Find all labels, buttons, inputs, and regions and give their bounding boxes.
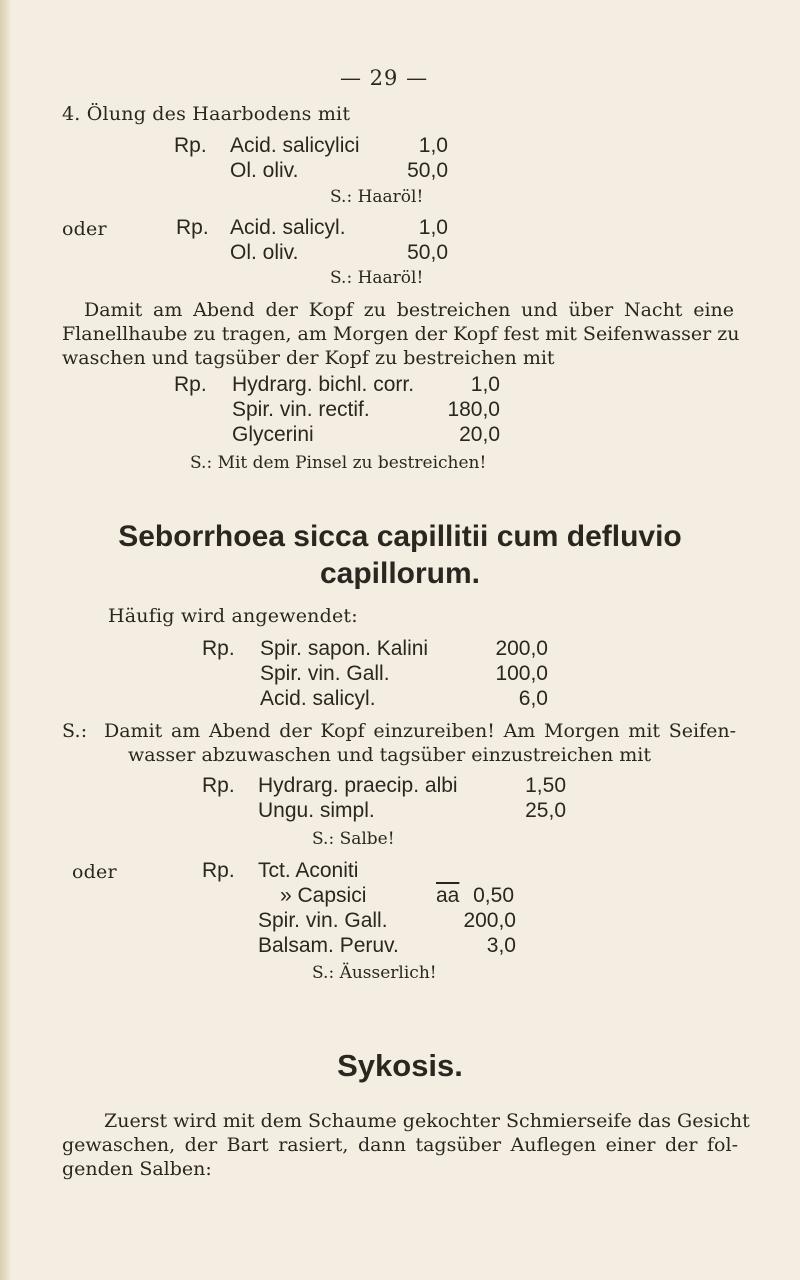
paragraph-line: Damit am Abend der Kopf zu bestreichen und über Nacht eine	[84, 299, 734, 321]
paragraph-line: Flanellhaube zu tragen, am Morgen der Kopf fest mit Seifenwasser zu	[62, 323, 740, 345]
rx-label: Rp.	[174, 134, 207, 157]
rx-ingredient: Balsam. Peruv.	[258, 934, 399, 957]
rx-signatura: S.: Mit dem Pinsel zu bestreichen!	[190, 453, 487, 473]
rx-amount: 200,0	[495, 637, 548, 660]
rx-ingredient: Spir. sapon. Kalini	[260, 637, 429, 660]
oder-label: oder	[72, 861, 117, 883]
seborrhoea-signatura-text	[104, 719, 736, 767]
rx-ana-partes: $\overline{aa}$	[436, 884, 460, 907]
paragraph-line: gewaschen, der Bart rasiert, dann tagsüber Auflegen einer der fol-	[62, 1134, 738, 1156]
section-heading-seborrhoea: Seborrhoea sicca capillitii cum defluvio	[118, 520, 682, 553]
section4-paragraph	[62, 298, 740, 370]
rx-ingredient: Ol. oliv.	[230, 241, 299, 264]
page-number: — 29 —	[340, 66, 429, 90]
paragraph-line: Damit am Abend der Kopf einzureiben! Am Morgen mit Seifen-	[104, 720, 736, 742]
rx-amount: 3,0	[486, 934, 516, 957]
rx-label: Rp.	[174, 373, 207, 396]
rx-amount: 50,0	[407, 241, 448, 264]
rx-label: Rp.	[202, 637, 235, 660]
rx-ingredient: Acid. salicyl.	[230, 216, 346, 239]
section4-intro: 4. Ölung des Haarbodens mit	[62, 103, 351, 125]
rx-signatura: S.: Salbe!	[312, 829, 395, 849]
page-spine-shadow	[0, 0, 10, 1280]
signatura-label: S.:	[62, 720, 88, 742]
rx-amount: 1,50	[525, 774, 566, 797]
sykosis-paragraph	[62, 1109, 750, 1181]
paragraph-line: waschen und tagsüber der Kopf zu bestreichen mit	[62, 347, 555, 369]
seborrhoea-intro: Häufig wird angewendet:	[108, 605, 358, 627]
rx-amount: 1,0	[418, 134, 448, 157]
rx-amount: 6,0	[518, 687, 548, 710]
rx-signatura: S.: Äusserlich!	[312, 963, 437, 983]
rx-label: Rp.	[202, 774, 235, 797]
rx-amount: 180,0	[447, 398, 500, 421]
rx-amount: 200,0	[463, 909, 516, 932]
rx-ingredient: Hydrarg. praecip. albi	[258, 774, 458, 797]
rx-signatura: S.: Haaröl!	[330, 268, 424, 288]
rx-ingredient: Spir. vin. Gall.	[260, 662, 390, 685]
rx-label: Rp.	[202, 859, 235, 882]
section-heading-seborrhoea-cont: capillorum.	[319, 557, 481, 590]
rx-ingredient: Acid. salicyl.	[260, 687, 376, 710]
rx-ingredient: Spir. vin. rectif.	[232, 398, 370, 421]
rx-ingredient: Tct. Aconiti	[258, 859, 359, 882]
rx-amount: 50,0	[407, 159, 448, 182]
rx-amount: 100,0	[495, 662, 548, 685]
rx-ingredient: Hydrarg. bichl. corr.	[232, 373, 415, 396]
rx-ingredient: Acid. salicylici	[230, 134, 360, 157]
oder-label: oder	[62, 218, 107, 240]
rx-amount: 20,0	[459, 423, 500, 446]
paragraph-line: wasser abzuwaschen und tagsüber einzustreichen mit	[128, 744, 651, 766]
rx-amount: 1,0	[470, 373, 500, 396]
rx-label: Rp.	[176, 216, 209, 239]
rx-ingredient: Glycerini	[232, 423, 314, 446]
rx-ingredient: Spir. vin. Gall.	[258, 909, 388, 932]
rx-amount: 25,0	[525, 799, 566, 822]
rx-ingredient: » Capsici	[280, 884, 367, 907]
rx-ingredient: Ungu. simpl.	[258, 799, 375, 822]
paragraph-line: genden Salben:	[62, 1158, 212, 1180]
paragraph-line: Zuerst wird mit dem Schaume gekochter Schmierseife das Gesicht	[104, 1110, 750, 1132]
rx-ingredient: Ol. oliv.	[230, 159, 299, 182]
rx-amount: 0,50	[473, 884, 514, 907]
rx-signatura: S.: Haaröl!	[330, 187, 424, 207]
rx-amount: 1,0	[418, 216, 448, 239]
section-heading-sykosis: Sykosis.	[337, 1048, 463, 1083]
